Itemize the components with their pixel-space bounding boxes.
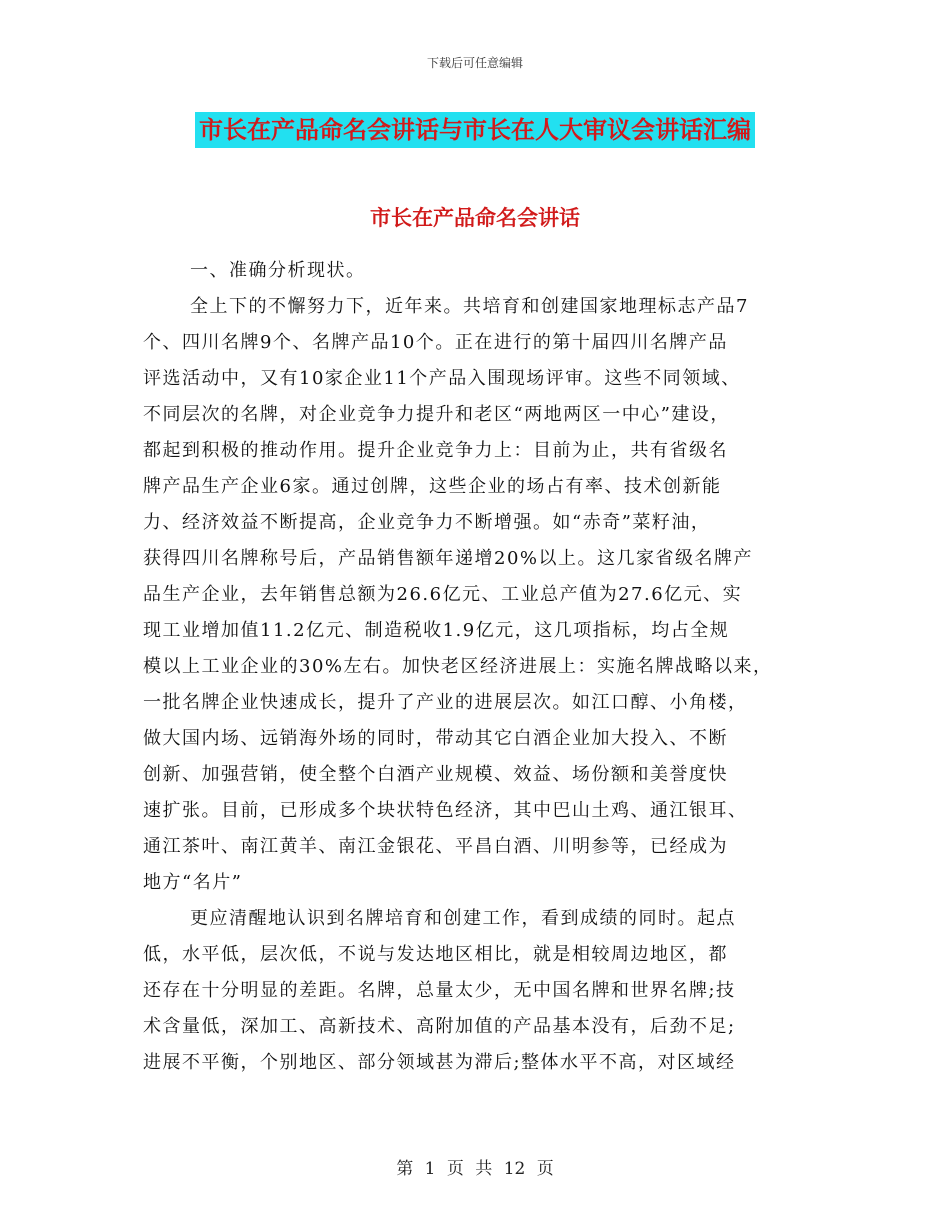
paragraph-line: 都起到积极的推动作用。提升企业竞争力上：目前为止，共有省级名	[143, 440, 728, 461]
paragraph-line: 还存在十分明显的差距。名牌，总量太少，无中国名牌和世界名牌;技	[143, 980, 736, 1001]
paragraph-line: 评选活动中，又有10家企业11个产品入围现场评审。这些不同领域、	[143, 368, 741, 389]
paragraph-line: 模以上工业企业的30%左右。加快老区经济进展上：实施名牌战略以来，	[143, 656, 773, 677]
header-note: 下载后可任意编辑	[426, 56, 523, 70]
document-main-title: 市长在产品命名会讲话与市长在人大审议会讲话汇编	[195, 112, 755, 148]
paragraph-line: 全上下的不懈努力下，近年来。共培育和创建国家地理标志产品7	[190, 296, 749, 317]
paragraph-line: 更应清醒地认识到名牌培育和创建工作，看到成绩的同时。起点	[190, 908, 736, 929]
paragraph-line: 地方“名片”	[143, 872, 243, 893]
paragraph-line: 力、经济效益不断提高，企业竞争力不断增强。如“赤奇”菜籽油，	[143, 512, 711, 533]
document-body	[143, 253, 828, 1081]
paragraph-line: 进展不平衡，个别地区、部分领域甚为滞后;整体水平不高，对区域经	[143, 1052, 736, 1073]
page-number: 第 1 页 共 12 页	[396, 1159, 554, 1179]
paragraph-line: 通江茶叶、南江黄羊、南江金银花、平昌白酒、川明参等，已经成为	[143, 836, 728, 857]
paragraph-heading: 一、准确分析现状。	[190, 260, 366, 281]
paragraph-line: 术含量低，深加工、高新技术、高附加值的产品基本没有，后劲不足;	[143, 1016, 736, 1037]
paragraph-line: 获得四川名牌称号后，产品销售额年递增20%以上。这几家省级名牌产	[143, 548, 754, 569]
paragraph-line: 创新、加强营销，使全整个白酒产业规模、效益、场份额和美誉度快	[143, 764, 728, 785]
paragraph-line: 品生产企业，去年销售总额为26.6亿元、工业总产值为27.6亿元、实	[143, 584, 743, 605]
paragraph-line: 做大国内场、远销海外场的同时，带动其它白酒企业加大投入、不断	[143, 728, 728, 749]
paragraph-line: 牌产品生产企业6家。通过创牌，这些企业的场占有率、技术创新能	[143, 476, 722, 497]
paragraph-line: 现工业增加值11.2亿元、制造税收1.9亿元，这几项指标，均占全规	[143, 620, 730, 641]
paragraph-line: 个、四川名牌9个、名牌产品10个。正在进行的第十届四川名牌产品	[143, 332, 728, 353]
section-title: 市长在产品命名会讲话	[370, 206, 580, 230]
paragraph-line: 一批名牌企业快速成长，提升了产业的进展层次。如江口醇、小角楼，	[143, 692, 748, 713]
paragraph-line: 速扩张。目前，已形成多个块状特色经济，其中巴山土鸡、通江银耳、	[143, 800, 748, 821]
paragraph-line: 低，水平低，层次低，不说与发达地区相比，就是相较周边地区，都	[143, 944, 728, 965]
paragraph-line: 不同层次的名牌，对企业竞争力提升和老区“两地两区一中心”建设，	[143, 404, 730, 425]
